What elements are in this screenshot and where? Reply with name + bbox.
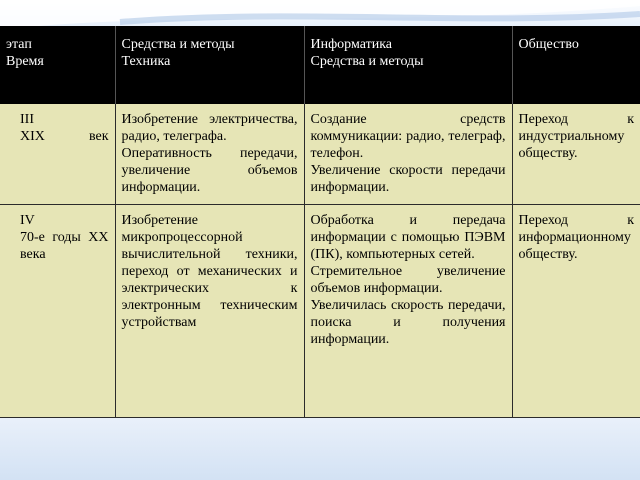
cell-text: Увеличилась скорость передачи, поиска и получения информации. — [310, 297, 506, 347]
cell-text: Создание средств коммуникации: радио, телеграф, телефон. — [310, 112, 506, 161]
cell-text: Переход к индустриальному обществу. — [518, 112, 634, 161]
header-line: Средства и методы — [121, 37, 235, 52]
header-line: этап — [6, 37, 32, 52]
cell-text: Изобретение электричества, радио, телеграфа. — [121, 112, 298, 144]
table-header-row — [0, 26, 640, 104]
era-period: XIX век — [20, 129, 109, 144]
header-informatics — [304, 26, 512, 104]
cell-era — [0, 104, 115, 204]
header-line: Общество — [518, 37, 579, 52]
table-row — [0, 204, 640, 417]
cell-technique — [115, 204, 304, 417]
era-period: 70-е годы XX века — [20, 229, 109, 262]
cell-society — [512, 204, 640, 417]
header-line: Средства и методы — [310, 54, 424, 69]
era-number: IV — [20, 212, 35, 228]
cell-informatics — [304, 204, 512, 417]
history-table — [0, 26, 640, 418]
cell-text: Стремительное увеличение объемов информации. — [310, 263, 506, 296]
cell-technique — [115, 104, 304, 204]
cell-text: Обработка и передача информации с помощью ПЭВМ (ПК), компьютерных сетей. — [310, 212, 506, 262]
header-means-technique — [115, 26, 304, 104]
cell-era — [0, 204, 115, 417]
era-number: III — [20, 112, 34, 127]
cell-society — [512, 104, 640, 204]
cell-text: Переход к информационному обществу. — [518, 212, 634, 262]
header-line: Техника — [121, 54, 171, 69]
header-society — [512, 26, 640, 104]
cell-informatics — [304, 104, 512, 204]
table-row — [0, 104, 640, 204]
header-line: Информатика — [310, 37, 392, 52]
header-stage-time — [0, 26, 115, 104]
header-line: Время — [6, 54, 44, 69]
cell-text: Увеличение скорости передачи информации. — [310, 163, 506, 195]
cell-text: Изобретение микропроцессорной вычислительной техники, переход от механических и электрических к электронным техническим устройствам — [121, 212, 298, 330]
slide-bottom-band — [0, 418, 640, 480]
cell-text: Оперативность передачи, увеличение объемов информации. — [121, 146, 298, 195]
